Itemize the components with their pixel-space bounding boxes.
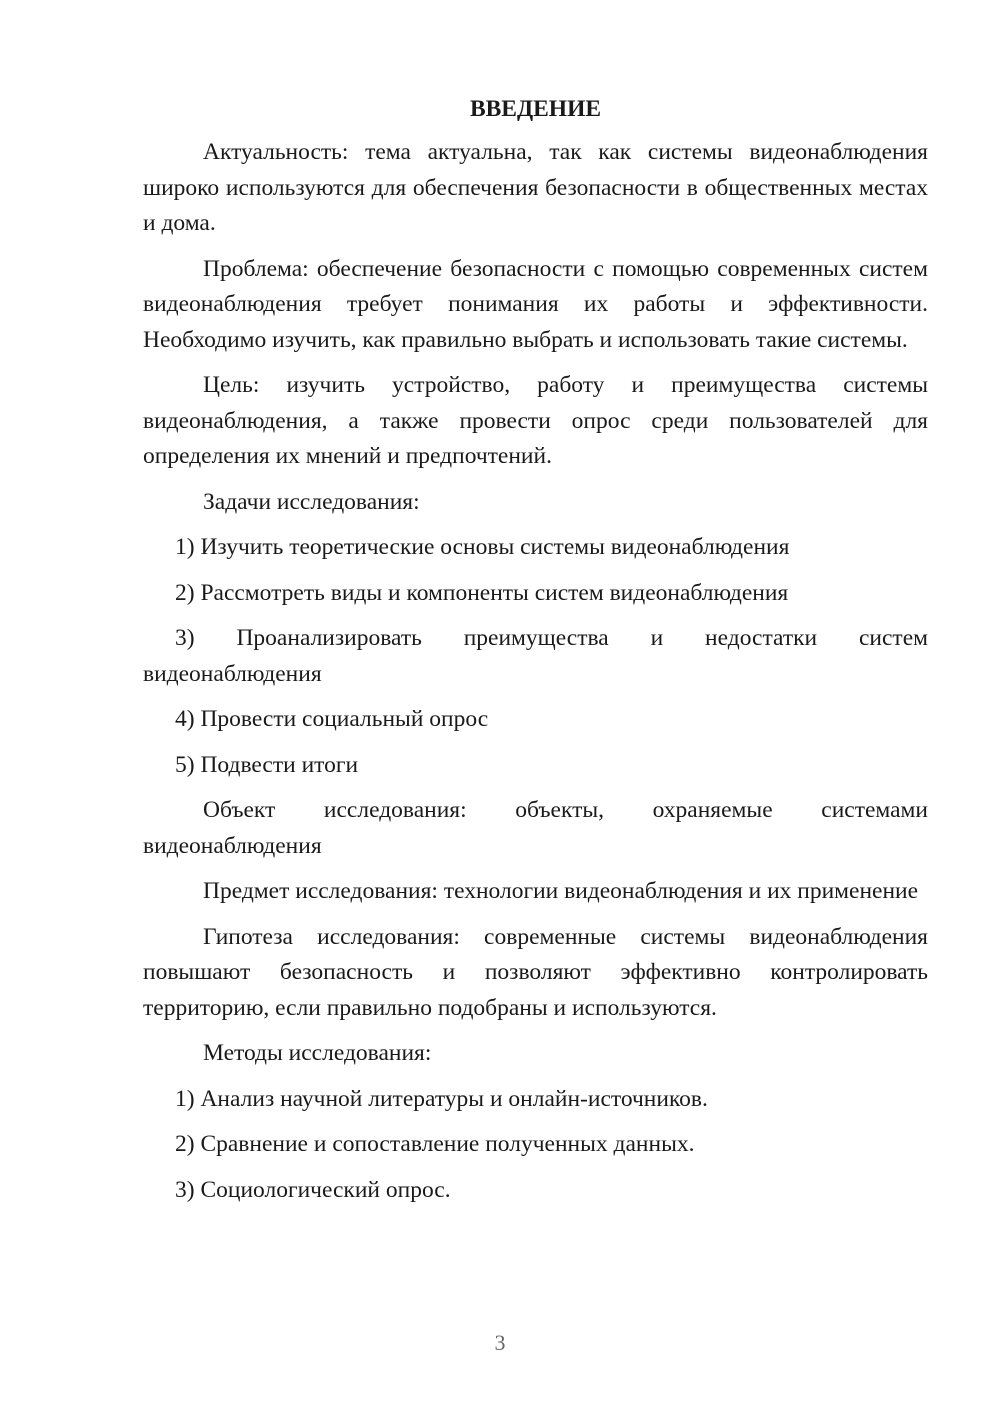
subject-paragraph: Предмет исследования: технологии видеонаблюдения и их применение <box>203 878 919 904</box>
document-page <box>143 92 928 1218</box>
method-item-3: 3) Социологический опрос. <box>175 1176 451 1203</box>
object-paragraph: Объект исследования: объекты, охраняемые системами видеонаблюдения <box>143 797 928 859</box>
task-item-1: 1) Изучить теоретические основы системы видеонаблюдения <box>175 534 790 560</box>
section-title: ВВЕДЕНИЕ <box>469 96 602 122</box>
method-item-1: 1) Анализ научной литературы и онлайн-источников. <box>175 1085 708 1112</box>
method-item-2: 2) Сравнение и сопоставление полученных данных. <box>175 1131 695 1157</box>
task-item-3: 3) Проанализировать преимущества и недостатки систем видеонаблюдения <box>143 625 928 687</box>
problem-paragraph: Проблема: обеспечение безопасности с помощью современных систем видеонаблюдения требует понимания их работы и эффективности. Необходимо изучить, как правильно выбрать и использовать такие системы. <box>143 255 928 353</box>
hypothesis-paragraph: Гипотеза исследования: современные системы видеонаблюдения повышают безопасность и позволяют эффективно контролировать территорию, если правильно подобраны и используются. <box>143 923 928 1021</box>
goal-paragraph: Цель: изучить устройство, работу и преимущества системы видеонаблюдения, а также провести опрос среди пользователей для определения их мнений и предпочтений. <box>143 372 928 469</box>
task-item-4: 4) Провести социальный опрос <box>175 706 489 732</box>
tasks-heading: Задачи исследования: <box>203 488 420 515</box>
task-item-2: 2) Рассмотреть виды и компоненты систем видеонаблюдения <box>175 579 789 606</box>
relevance-paragraph: Актуальность: тема актуальна, так как системы видеонаблюдения широко используются для обеспечения безопасности в общественных местах и дома. <box>143 139 928 236</box>
page-number: 3 <box>494 1330 506 1355</box>
methods-heading: Методы исследования: <box>203 1040 432 1066</box>
task-item-5: 5) Подвести итоги <box>175 751 359 778</box>
